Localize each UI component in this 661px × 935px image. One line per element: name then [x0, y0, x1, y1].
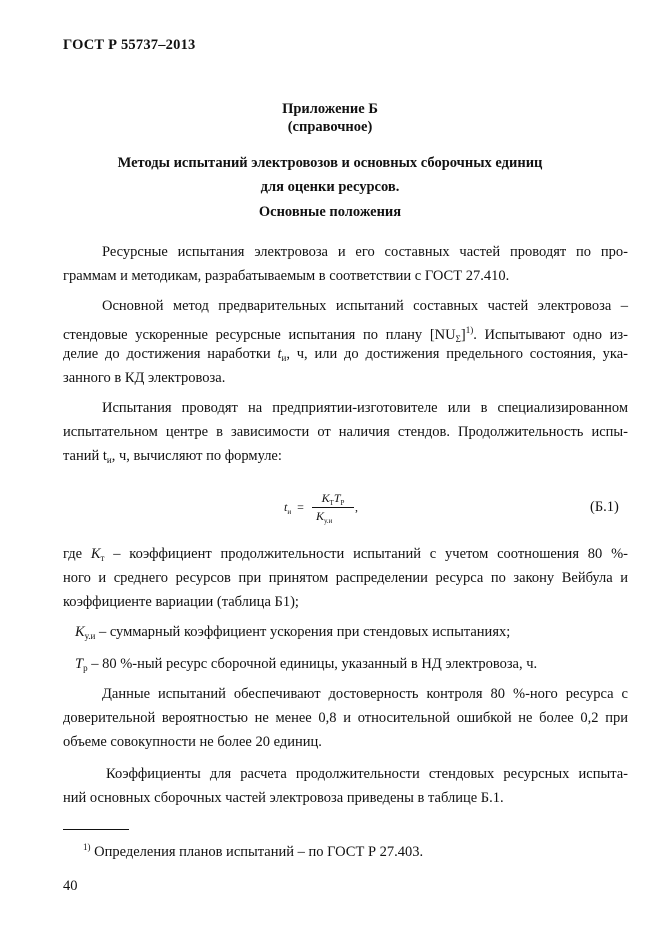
paragraph-3-line-1: Испытания проводят на предприятии-изготовителе или в специализированном — [102, 400, 628, 416]
text-run: , ч, вычисляют по формуле: — [111, 448, 282, 464]
paragraph-5-line-2: ний основных сборочных частей электровоза приведены в таблице Б.1. — [63, 790, 504, 806]
subscript: р — [83, 663, 88, 673]
where-line-3: коэффициенте вариации (таблица Б1); — [63, 594, 299, 610]
text-run: делие до достижения наработки — [63, 346, 278, 362]
subscript: и — [287, 508, 292, 516]
footnote-marker: 1) — [83, 842, 91, 852]
paragraph-4-line-1: Данные испытаний обеспечивают достоверность контроля 80 %-ного ресурса с — [102, 686, 628, 702]
text-run: таний t — [63, 448, 107, 464]
paragraph-2-line-1: Основной метод предварительных испытаний составных частей электровоза – — [102, 298, 628, 314]
section-heading-line-1: Методы испытаний электровозов и основных сборочных единиц — [117, 155, 543, 171]
paragraph-1-line-1: Ресурсные испытания электровоза и его составных частей проводят по про- — [102, 244, 628, 260]
text-run: – 80 %-ный ресурс сборочной единицы, указанный в НД электровоза, ч. — [87, 656, 538, 672]
paragraph-3-line-3 — [63, 447, 628, 469]
subscript: и — [281, 353, 287, 363]
paragraph-2-line-4: занного в КД электровоза. — [63, 370, 226, 386]
subscript: т — [100, 553, 105, 563]
subscript: Т — [329, 499, 334, 507]
text-run: – суммарный коэффициент ускорения при стендовых испытаниях; — [95, 624, 511, 640]
paragraph-2-line-3 — [63, 345, 628, 367]
variable: t — [277, 346, 282, 362]
page-number: 40 — [63, 878, 78, 894]
where-line-1 — [63, 545, 628, 567]
paragraph-4-line-3: объеме совокупности не более 20 единиц. — [63, 734, 322, 750]
document-code-header: ГОСТ Р 55737–2013 — [63, 37, 196, 53]
variable: К — [321, 491, 330, 505]
footnote-text: Определения планов испытаний – по ГОСТ Р 27.403. — [90, 844, 424, 860]
formula-number: (Б.1) — [590, 499, 619, 515]
formula-comma: , — [355, 500, 358, 514]
where-k-ui — [75, 623, 640, 645]
variable: К — [75, 624, 85, 640]
subscript: у.и — [323, 517, 333, 525]
paragraph-4-line-2: доверительной вероятностью не менее 0,8 и относительной ошибкой не более 0,2 при — [63, 710, 628, 726]
text-run: где — [63, 546, 91, 562]
variable: t — [284, 500, 288, 514]
footnote — [83, 842, 423, 861]
where-line-2: ного и среднего ресурсов при принятом распределении ресурса по закону Вейбула и — [63, 570, 628, 586]
subscript: и — [106, 455, 112, 465]
variable: К — [90, 546, 101, 562]
text-run: , ч, или до достижения предельного состояния, ука- — [286, 346, 628, 362]
paragraph-2-line-2 — [63, 321, 628, 348]
appendix-title: Приложение Б — [282, 101, 378, 117]
text-run: . Испытывают одно из- — [473, 327, 628, 343]
formula-lhs — [284, 500, 304, 516]
variable: Т — [75, 656, 84, 672]
appendix-subtitle: (справочное) — [287, 119, 373, 135]
subscript: Σ — [455, 334, 461, 344]
fraction-bar — [312, 507, 354, 508]
section-heading-line-2: для оценки ресурсов. — [260, 179, 400, 195]
text-run: стендовые ускоренные ресурсные испытания по плану [NU — [63, 327, 456, 343]
where-t-r — [75, 655, 640, 677]
paragraph-1-line-2: граммам и методикам, разрабатываемым в соответствии с ГОСТ 27.410. — [63, 268, 510, 284]
formula-denominator — [316, 509, 332, 525]
footnote-ref: 1) — [465, 325, 474, 335]
section-heading-line-3: Основные положения — [258, 204, 402, 220]
text-run: ] — [460, 327, 466, 343]
subscript: у.и — [84, 631, 96, 641]
formula-numerator — [314, 491, 352, 507]
text-run: – коэффициент продолжительности испытаний с учетом соотношения 80 %- — [104, 546, 628, 562]
paragraph-3-line-2: испытательном центре в зависимости от наличия стендов. Продолжительность испы- — [63, 424, 628, 440]
subscript: Р — [340, 499, 345, 507]
equals-sign: = — [297, 500, 304, 514]
variable: К — [316, 509, 324, 523]
variable: Т — [333, 491, 341, 505]
footnote-rule — [63, 829, 129, 830]
paragraph-5-line-1: Коэффициенты для расчета продолжительности стендовых ресурсных испыта- — [106, 766, 628, 782]
